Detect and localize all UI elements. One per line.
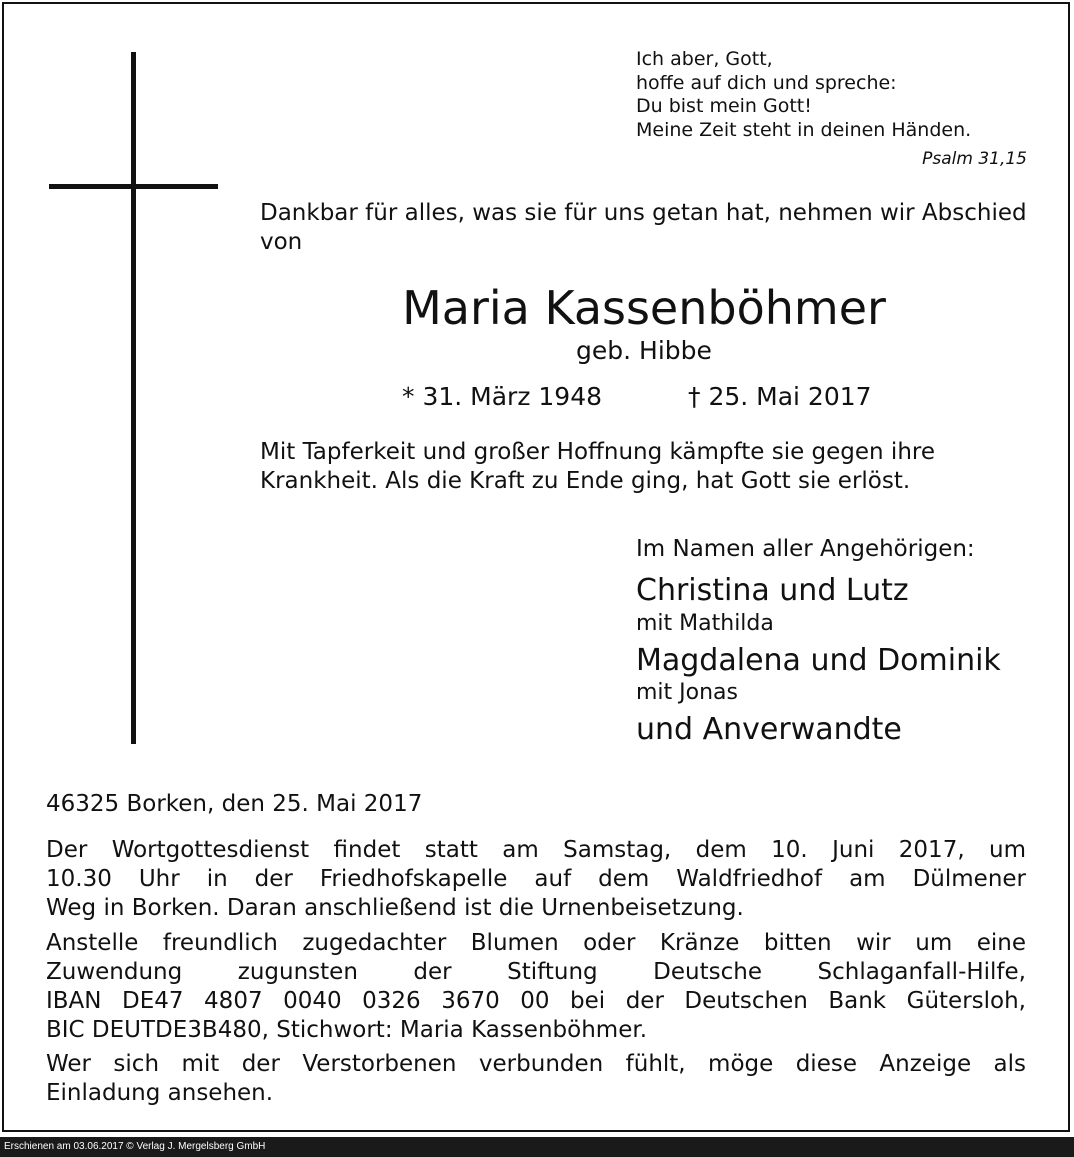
donation-line: BIC DEUTDE3B480, Stichwort: Maria Kassenböhmer. [46,1017,647,1043]
verse-line: hoffe auf dich und spreche: [636,71,897,94]
tribute-line: Mit Tapferkeit und großer Hoffnung kämpfte sie gegen ihre [260,439,935,465]
cross-vertical-beam [131,52,136,744]
birth-date: * 31. März 1948 [402,382,603,411]
place-and-date: 46325 Borken, den 25. Mai 2017 [46,791,423,817]
mourner-family-2: Magdalena und Dominik [636,643,1001,678]
intro-text: Dankbar für alles, was sie für uns getan hat, nehmen wir Abschied von [260,200,1027,255]
publication-footer [0,1137,1074,1157]
donation-line: IBAN DE47 4807 0040 0326 3670 00 bei der Deutschen Bank Gütersloh, [46,988,1026,1014]
invitation-info [46,1050,1026,1108]
mourner-family-1: Christina und Lutz [636,573,909,608]
service-line: Der Wortgottesdienst findet statt am Samstag, dem 10. Juni 2017, um [46,837,1026,863]
footer-text: Erschienen am 03.06.2017 © Verlag J. Mergelsberg GmbH [4,1141,266,1152]
tribute-text [260,438,1050,496]
birth-name: geb. Hibbe [576,336,712,365]
cross-horizontal-beam [49,184,218,189]
bible-verse [636,48,971,142]
deceased-name: Maria Kassenböhmer [402,281,886,335]
mourner-relatives: und Anverwandte [636,712,902,747]
service-line: 10.30 Uhr in der Friedhofskapelle auf dem Waldfriedhof am Dülmener [46,866,1026,892]
donation-info [46,929,1026,1045]
service-info [46,836,1026,923]
mourner-family-1-child: mit Mathilda [636,611,774,636]
verse-line: Ich aber, Gott, [636,48,773,70]
mourner-family-2-child: mit Jonas [636,680,738,705]
invitation-line: Einladung ansehen. [46,1080,274,1106]
verse-line: Du bist mein Gott! [636,95,812,117]
tribute-line: Krankheit. Als die Kraft zu Ende ging, hat Gott sie erlöst. [260,468,911,494]
donation-line: Anstelle freundlich zugedachter Blumen oder Kränze bitten wir um eine [46,930,1026,956]
service-line: Weg in Borken. Daran anschließend ist die Urnenbeisetzung. [46,895,744,921]
death-date: † 25. Mai 2017 [688,382,872,411]
verse-source: Psalm 31,15 [922,149,1027,169]
verse-line: Meine Zeit steht in deinen Händen. [636,118,972,141]
donation-line: Zuwendung zugunsten der Stiftung Deutsche Schlaganfall-Hilfe, [46,959,1026,985]
invitation-line: Wer sich mit der Verstorbenen verbunden fühlt, möge diese Anzeige als [46,1051,1026,1077]
mourners-intro: Im Namen aller Angehörigen: [636,536,975,562]
